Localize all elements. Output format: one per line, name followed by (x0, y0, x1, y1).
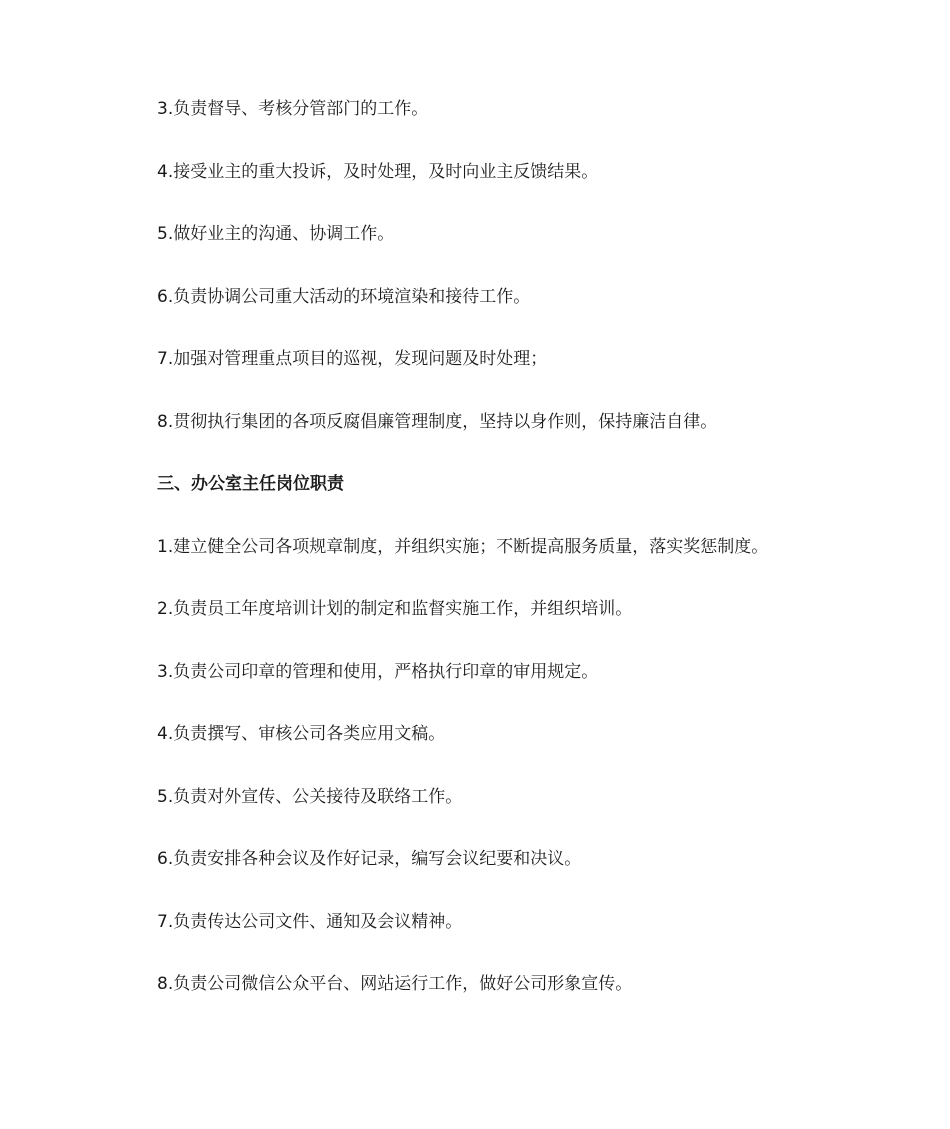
list-item: 1.建立健全公司各项规章制度，并组织实施；不断提高服务质量，落实奖惩制度。 (157, 536, 769, 557)
list-item: 6.负责协调公司重大活动的环境渲染和接待工作。 (157, 286, 531, 307)
list-item: 4.接受业主的重大投诉，及时处理，及时向业主反馈结果。 (157, 161, 599, 182)
list-item: 8.负责公司微信公众平台、网站运行工作，做好公司形象宣传。 (157, 974, 633, 994)
list-item: 6.负责安排各种会议及作好记录，编写会议纪要和决议。 (157, 849, 582, 869)
list-item: 7.负责传达公司文件、通知及会议精神。 (157, 911, 463, 932)
list-item: 2.负责员工年度培训计划的制定和监督实施工作，并组织培训。 (157, 599, 633, 619)
section-heading: 三、办公室主任岗位职责 (157, 474, 344, 494)
list-item: 5.做好业主的沟通、协调工作。 (157, 224, 395, 244)
list-item: 5.负责对外宣传、公关接待及联络工作。 (157, 786, 463, 807)
document-body (157, 96, 857, 1034)
list-item: 8.贯彻执行集团的各项反腐倡廉管理制度，坚持以身作则，保持廉洁自律。 (157, 411, 718, 432)
list-item: 3.负责督导、考核分管部门的工作。 (157, 99, 429, 119)
list-item: 3.负责公司印章的管理和使用，严格执行印章的审用规定。 (157, 661, 599, 682)
list-item: 4.负责撰写、审核公司各类应用文稿。 (157, 724, 446, 744)
list-item: 7.加强对管理重点项目的巡视，发现问题及时处理； (157, 349, 548, 369)
